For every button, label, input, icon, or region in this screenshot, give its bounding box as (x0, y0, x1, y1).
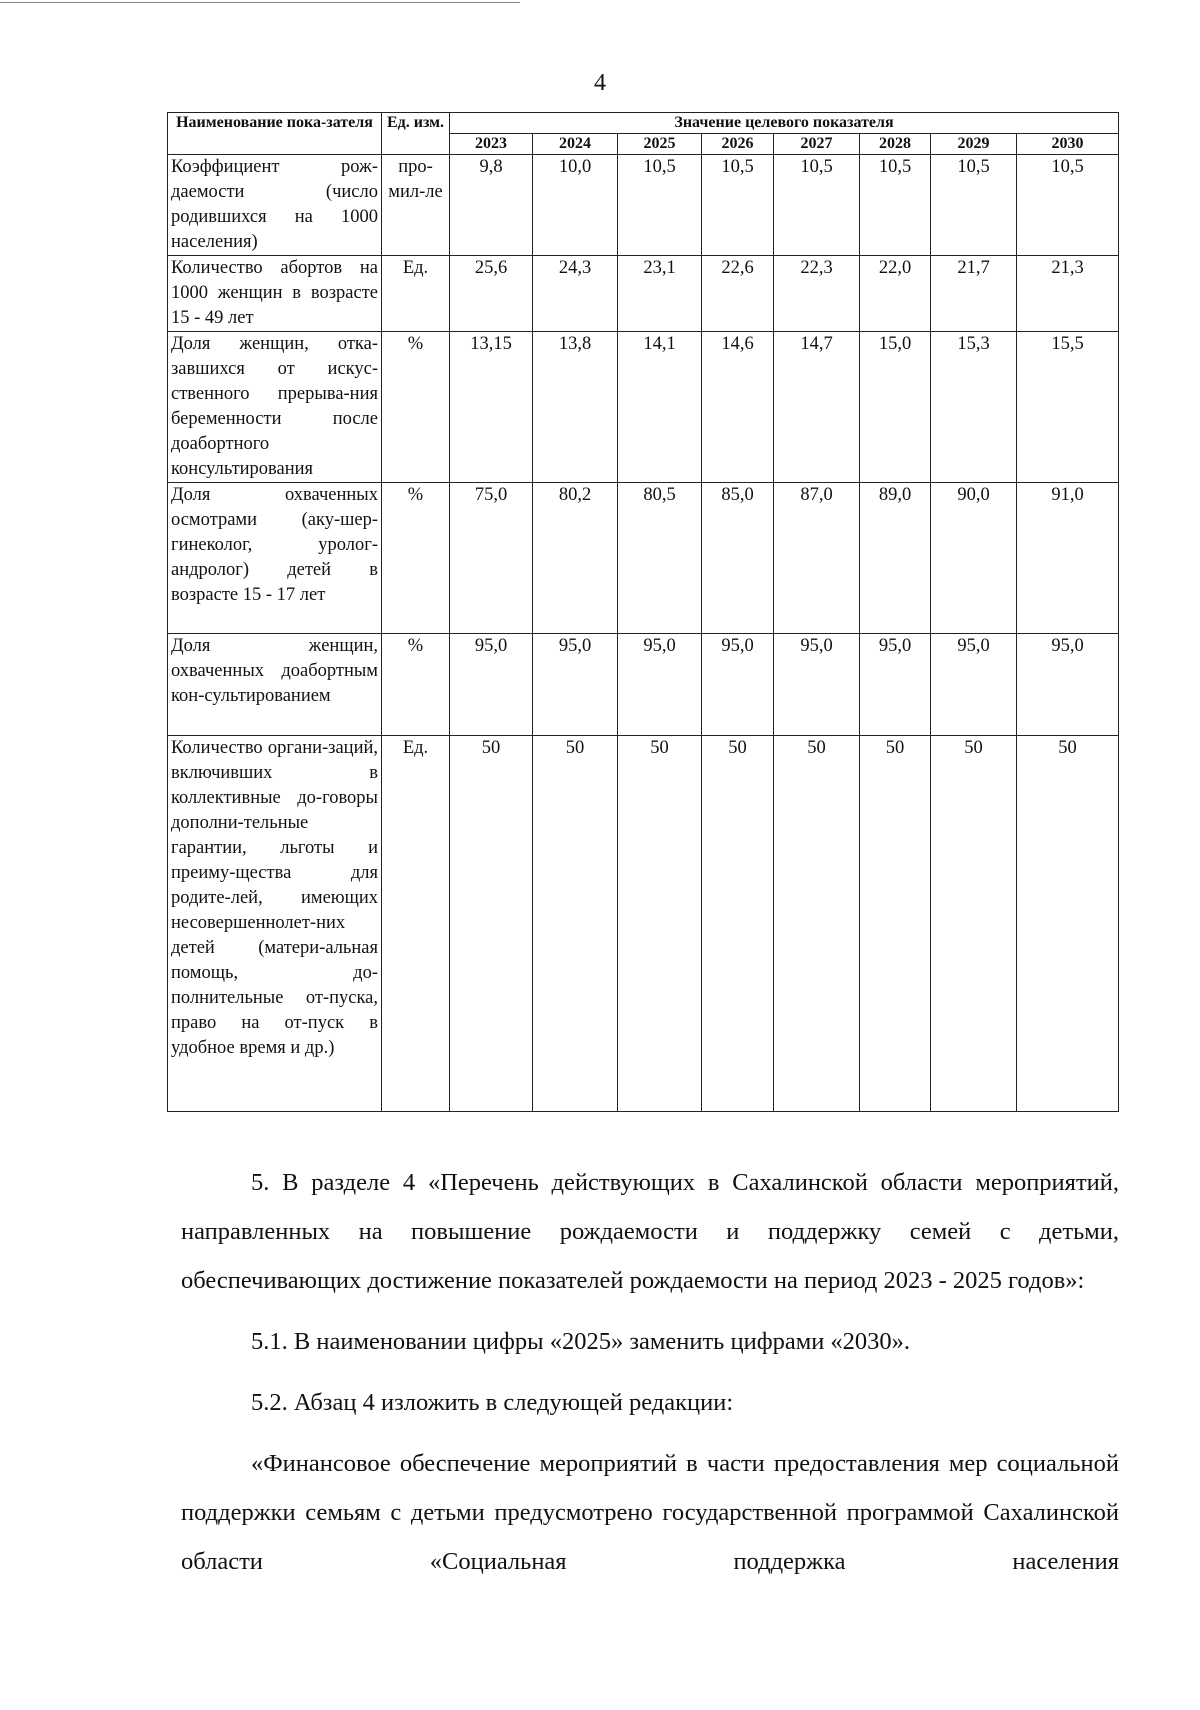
indicator-value: 95,0 (450, 634, 533, 736)
indicator-value: 50 (618, 736, 702, 1112)
indicator-unit: % (382, 634, 450, 736)
indicator-value: 95,0 (931, 634, 1017, 736)
indicator-value: 13,15 (450, 332, 533, 483)
indicator-value: 95,0 (702, 634, 774, 736)
indicators-table (167, 112, 1119, 1112)
indicator-value: 13,8 (533, 332, 618, 483)
header-year: 2025 (618, 134, 702, 155)
indicator-value: 50 (1017, 736, 1119, 1112)
indicator-unit: % (382, 483, 450, 634)
indicator-value: 22,0 (860, 256, 931, 332)
indicator-value: 90,0 (931, 483, 1017, 634)
indicator-value: 80,5 (618, 483, 702, 634)
indicator-value: 14,6 (702, 332, 774, 483)
paragraph-5-2: 5.2. Абзац 4 изложить в следующей редакции: (251, 1389, 734, 1416)
indicator-value: 9,8 (450, 155, 533, 256)
header-year: 2029 (931, 134, 1017, 155)
indicator-value: 50 (860, 736, 931, 1112)
table-row (168, 483, 1119, 634)
indicator-value: 10,0 (533, 155, 618, 256)
indicator-value: 10,5 (702, 155, 774, 256)
header-year: 2027 (774, 134, 860, 155)
indicator-value: 95,0 (533, 634, 618, 736)
table-row (168, 736, 1119, 1112)
header-indicator-name: Наименование пока-зателя (168, 113, 382, 155)
table-row (168, 634, 1119, 736)
indicator-value: 10,5 (931, 155, 1017, 256)
table-header-row (168, 113, 1119, 134)
indicator-value: 50 (533, 736, 618, 1112)
indicator-value: 85,0 (702, 483, 774, 634)
indicator-value: 80,2 (533, 483, 618, 634)
indicator-unit: про-мил-ле (382, 155, 450, 256)
indicator-value: 50 (702, 736, 774, 1112)
paragraph-quoted-text: «Финансовое обеспечение мероприятий в части предоставления мер социальной поддержки семьям с детьми предусмотрено государственной программой Сахалинской области «Социальная поддержка населения (181, 1450, 1119, 1575)
table-row (168, 256, 1119, 332)
indicator-value: 50 (450, 736, 533, 1112)
table-row (168, 332, 1119, 483)
scan-artifact-line (0, 2, 520, 3)
indicator-unit: Ед. (382, 736, 450, 1112)
indicator-value: 15,5 (1017, 332, 1119, 483)
indicator-value: 10,5 (618, 155, 702, 256)
indicator-value: 95,0 (860, 634, 931, 736)
indicator-name: Доля женщин, отка-завшихся от искус-ственного прерыва-ния беременности после доабортного консультирования (168, 332, 382, 483)
indicator-unit: % (382, 332, 450, 483)
indicator-name: Количество органи-заций, включивших в коллективные до-говоры дополни-тельные гарантии, льготы и преиму-щества для родите-лей, имеющих несовершеннолет-них детей (матери-альная помощь, до-полнительные от-пуска, право на от-пуск в удобное время и др.) (168, 736, 382, 1112)
header-year: 2028 (860, 134, 931, 155)
indicator-value: 50 (774, 736, 860, 1112)
paragraph-5-1: 5.1. В наименовании цифры «2025» заменить цифрами «2030». (251, 1328, 911, 1355)
header-year: 2024 (533, 134, 618, 155)
indicator-value: 10,5 (860, 155, 931, 256)
indicator-unit: Ед. (382, 256, 450, 332)
indicator-value: 15,0 (860, 332, 931, 483)
indicator-value: 50 (931, 736, 1017, 1112)
indicator-value: 22,6 (702, 256, 774, 332)
indicator-name: Количество абортов на 1000 женщин в возрасте 15 - 49 лет (168, 256, 382, 332)
header-year: 2026 (702, 134, 774, 155)
page-number: 4 (594, 70, 606, 96)
indicator-value: 15,3 (931, 332, 1017, 483)
indicator-value: 91,0 (1017, 483, 1119, 634)
header-year: 2030 (1017, 134, 1119, 155)
indicator-name: Коэффициент рож-даемости (число родившихся на 1000 населения) (168, 155, 382, 256)
indicator-value: 89,0 (860, 483, 931, 634)
indicator-value: 22,3 (774, 256, 860, 332)
document-body (181, 1158, 1119, 1598)
indicator-value: 95,0 (774, 634, 860, 736)
table-row (168, 155, 1119, 256)
indicator-name: Доля охваченных осмотрами (аку-шер-гинеколог, уролог-андролог) детей в возрасте 15 - 17 лет (168, 483, 382, 634)
indicator-value: 21,7 (931, 256, 1017, 332)
header-unit: Ед. изм. (382, 113, 450, 155)
header-target-value: Значение целевого показателя (450, 113, 1119, 134)
indicator-value: 14,1 (618, 332, 702, 483)
indicator-value: 87,0 (774, 483, 860, 634)
indicator-value: 95,0 (1017, 634, 1119, 736)
indicator-value: 23,1 (618, 256, 702, 332)
indicator-value: 95,0 (618, 634, 702, 736)
indicator-value: 14,7 (774, 332, 860, 483)
indicator-value: 10,5 (774, 155, 860, 256)
indicator-value: 10,5 (1017, 155, 1119, 256)
indicator-value: 25,6 (450, 256, 533, 332)
paragraph-section-5: 5. В разделе 4 «Перечень действующих в Сахалинской области мероприятий, направленных на повышение рождаемости и поддержку семей с детьми, обеспечивающих достижение показателей рождаемости на период 2023 - 2025 годов»: (181, 1169, 1119, 1294)
indicator-value: 24,3 (533, 256, 618, 332)
header-year: 2023 (450, 134, 533, 155)
indicator-name: Доля женщин, охваченных доабортным кон-сультированием (168, 634, 382, 736)
indicator-value: 75,0 (450, 483, 533, 634)
indicator-value: 21,3 (1017, 256, 1119, 332)
